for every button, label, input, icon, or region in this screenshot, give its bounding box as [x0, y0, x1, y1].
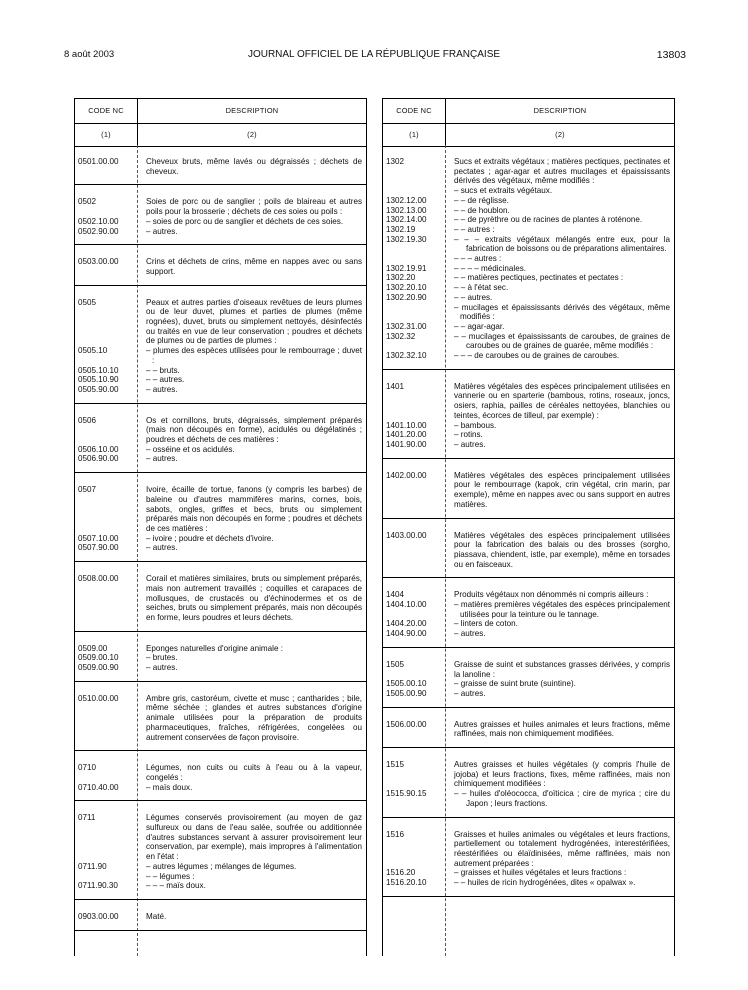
description-header: DESCRIPTION [533, 106, 587, 116]
description-cell: Autres graisses et huiles animales et leurs fractions, même raffinées, mais non chimiquement modifiées. [454, 719, 670, 739]
table-row [74, 862, 367, 872]
table-row [382, 679, 675, 689]
table-row [382, 283, 675, 293]
table-group [382, 648, 675, 708]
description-cell: – – – maïs doux. [146, 881, 206, 891]
description-cell: – bambous. [454, 420, 497, 430]
table-row [382, 157, 675, 186]
description-cell: – autres. [454, 439, 486, 449]
table-group [74, 185, 367, 245]
code-nc-cell: 1402.00.00 [386, 470, 427, 480]
description-cell: – – – autres : [454, 254, 502, 264]
description-cell: – – autres : [454, 224, 495, 234]
code-nc-cell: 1516.20 [386, 868, 416, 878]
code-nc-cell: 1505.00.90 [386, 688, 427, 698]
description-cell: Produits végétaux non dénommés ni compris ailleurs : [454, 590, 649, 600]
description-cell: Légumes, non cuits ou cuits à l'eau ou à la vapeur, congelés : [146, 763, 362, 782]
description-cell: – – à l'état sec. [454, 283, 509, 293]
description-cell: – autres légumes ; mélanges de légumes. [146, 861, 297, 871]
code-nc-cell: 0506.10.00 [78, 444, 119, 454]
table-row [382, 590, 675, 600]
code-nc-cell: 1506.00.00 [386, 719, 427, 729]
code-nc-header: CODE NC [75, 99, 138, 123]
description-cell: Ambre gris, castoréum, civette et musc ; cantharides ; bile, même séchée ; glandes et autres substances d'origine animale utilisées pour la préparation de produits pharmaceutiques, fraîches, réfrigérées, congelées ou autrement conservées de façon provisoire. [146, 693, 362, 742]
description-cell: – brutes. [146, 653, 178, 663]
table-body [74, 145, 367, 956]
description-cell: Graisse de suint et substances grasses dérivées, y compris la lanoline : [454, 659, 670, 679]
table-row [382, 760, 675, 789]
description-cell: – soies de porc ou de sanglier et déchets de ces soies. [146, 216, 344, 226]
left-table [74, 98, 367, 956]
description-cell: – autres. [146, 663, 178, 673]
table-row [74, 763, 367, 782]
table-row [74, 366, 367, 376]
description-cell: Os et cornillons, bruts, dégraissés, simplement préparés (mais non découpés en forme), acidulés ou dégélatinés ; poudres et déchets de ces matières : [146, 415, 362, 445]
table-row [382, 264, 675, 274]
table-row [382, 600, 675, 619]
table-group [74, 682, 367, 752]
code-nc-cell: 1515 [386, 760, 405, 770]
table-group [382, 708, 675, 748]
table-group [382, 519, 675, 579]
table-row [74, 694, 367, 743]
description-cell: – – de pyrèthre ou de racines de plantes à roténone. [454, 215, 643, 225]
table-row [382, 720, 675, 739]
description-cell: – autres. [146, 384, 178, 394]
table-group [382, 145, 675, 370]
table-row [74, 485, 367, 534]
code-nc-cell: 0505.90.00 [78, 384, 119, 394]
description-cell: – graisse de suint brute (suintine). [454, 679, 576, 689]
description-cell: – autres. [146, 226, 178, 236]
table-group [382, 818, 675, 897]
table-row [74, 574, 367, 623]
description-cell: Ivoire, écaille de tortue, fanons (y compris les barbes) de baleine ou d'autres mammifères marins, cornes, bois, sabots, ongles, griffes et becs, bruts ou simplement préparés mais non découpés en forme ; poudres et déchets de ces matières : [146, 485, 362, 533]
table-row [74, 644, 367, 654]
description-cell: – matières premières végétales des espèces principalement utilisées pour la teinture ou le tannage. [454, 600, 670, 619]
code-nc-header: CODE NC [383, 99, 446, 123]
table-row [382, 273, 675, 283]
table-row [382, 868, 675, 878]
code-nc-cell: 0711.90 [78, 861, 107, 871]
description-cell: – – agar-agar. [454, 321, 505, 331]
table-row [74, 881, 367, 891]
code-nc-cell: 1515.90.15 [386, 789, 427, 799]
table-row [382, 196, 675, 206]
table-row [382, 235, 675, 254]
code-nc-cell: 0507.90.00 [78, 543, 119, 553]
code-nc-cell: 0502 [78, 197, 97, 207]
code-nc-cell: 0505.10.10 [78, 365, 119, 375]
table-group [74, 751, 367, 801]
table-row [382, 351, 675, 361]
left-groups [74, 145, 367, 931]
table-row [74, 157, 367, 176]
table-group [74, 473, 367, 562]
description-cell: – – bruts. [146, 365, 180, 375]
code-nc-cell [382, 303, 444, 322]
table-row [382, 619, 675, 629]
code-nc-cell [382, 186, 444, 196]
description-cell: Corail et matières similaires, bruts ou simplement préparés, mais non autrement travaillés ; coquilles et carapaces de mollusques, de crustacés ou d'échinodermes et os de seiches, bruts ou simplement préparés, mais non découpés en forme, leurs poudres et leurs déchets. [146, 574, 362, 622]
description-cell: – ivoire ; poudre et déchets d'ivoire. [146, 533, 274, 543]
description-cell: – – légumes : [146, 871, 195, 881]
table-row [74, 663, 367, 673]
table-row [382, 440, 675, 450]
table-row [74, 454, 367, 464]
table-row [382, 303, 675, 322]
description-cell: – plumes des espèces utilisées pour le rembourrage ; duvet : [146, 346, 362, 365]
table-row [74, 257, 367, 276]
description-cell: Crins et déchets de crins, même en nappes avec ou sans support. [146, 257, 362, 276]
code-nc-cell: 0509.00 [78, 643, 108, 653]
description-cell: – graisses et huiles végétales et leurs fractions : [454, 868, 627, 878]
description-cell: – rotins. [454, 430, 483, 440]
description-cell: Légumes conservés provisoirement (au moyen de gaz sulfureux ou dans de l'eau salée, soufrée ou additionnée d'autres substances servant à assurer provisoirement leur conservation, par exemple), mais impropres à l'alimentation en l'état : [146, 813, 362, 862]
code-nc-cell: 1516 [386, 829, 405, 839]
code-nc-cell: 0507 [78, 485, 97, 495]
journal-title: JOURNAL OFFICIEL DE LA RÉPUBLIQUE FRANÇAISE [247, 49, 501, 60]
description-header: DESCRIPTION [225, 106, 279, 116]
code-nc-cell: 1403.00.00 [386, 530, 427, 540]
table-body [382, 145, 675, 956]
code-nc-cell: 1302.19 [386, 224, 416, 234]
table-row [74, 653, 367, 663]
description-cell: Eponges naturelles d'origine animale : [146, 643, 283, 653]
code-nc-cell: 0711 [78, 813, 96, 823]
code-nc-cell: 1302.20.10 [386, 283, 427, 293]
table-row [74, 534, 367, 544]
table-row [74, 217, 367, 227]
right-table [382, 98, 675, 956]
table-row [382, 430, 675, 440]
code-nc-cell: 1505.00.10 [386, 679, 427, 689]
table-row [74, 416, 367, 445]
description-cell: – autres. [146, 454, 178, 464]
table-row [382, 225, 675, 235]
code-nc-cell: 0710 [78, 763, 97, 773]
description-cell: Matières végétales des espèces principalement utilisées pour le rembourrage (kapok, crin végétal, crin marin, par exemple), même en nappes avec ou sans support en autres matières. [454, 470, 670, 509]
code-nc-cell: 0903.00.00 [78, 911, 119, 921]
table-row [382, 322, 675, 332]
table-group [382, 748, 675, 818]
table-group [74, 900, 367, 931]
table-row [74, 298, 367, 347]
code-nc-cell: 1302.20 [386, 273, 416, 283]
code-column-number: (1) [75, 124, 138, 146]
code-nc-cell: 1404.20.00 [386, 619, 427, 629]
table-row [74, 346, 367, 365]
table-row [74, 385, 367, 395]
table-row [74, 227, 367, 237]
description-cell: – sucs et extraits végétaux. [454, 186, 553, 196]
code-nc-cell: 1302.31.00 [386, 321, 427, 331]
table-row [382, 293, 675, 303]
code-nc-cell: 0510.00.00 [78, 693, 119, 703]
table-row [74, 783, 367, 793]
table-group [382, 578, 675, 648]
code-nc-cell: 0507.10.00 [78, 533, 119, 543]
table-row [382, 789, 675, 808]
description-cell: – – de houblon. [454, 205, 510, 215]
code-nc-cell: 0710.40.00 [78, 782, 119, 792]
code-nc-cell: 0509.00.10 [78, 653, 119, 663]
description-cell: – maïs doux. [146, 782, 193, 792]
code-nc-cell: 1404.10.00 [386, 600, 427, 610]
description-column-number: (2) [247, 130, 257, 140]
code-nc-cell: 1302.19.91 [386, 263, 427, 273]
description-cell: – – – de caroubes ou de graines de caroubes. [454, 351, 620, 361]
description-cell: Sucs et extraits végétaux ; matières pectiques, pectinates et pectates ; agar-agar et autres mucilages et épaississants dérivés des végétaux, même modifiés : [454, 157, 670, 186]
table-row [382, 382, 675, 421]
header-date: 8 août 2003 [64, 49, 115, 60]
code-nc-cell: 1401.90.00 [386, 439, 427, 449]
table-group [74, 245, 367, 285]
table-row [382, 471, 675, 510]
code-nc-cell: 1404 [386, 590, 405, 600]
code-nc-cell: 0503.00.00 [78, 257, 119, 267]
code-nc-cell: 1302.32.10 [386, 351, 427, 361]
table-row [382, 215, 675, 225]
code-nc-cell: 1505 [386, 659, 405, 669]
code-nc-cell: 1401.10.00 [386, 420, 427, 430]
description-cell: – autres. [454, 688, 486, 698]
table-row [74, 912, 367, 922]
code-nc-cell: 1302.12.00 [386, 195, 427, 205]
table-row [74, 445, 367, 455]
description-column-number: (2) [555, 130, 565, 140]
code-nc-cell: 1302 [386, 157, 405, 166]
description-cell: Autres graisses et huiles végétales (y compris l'huile de jojoba) et leurs fractions, fixes, même raffinées, mais non chimiquement modifiées : [454, 760, 670, 789]
table-row [382, 830, 675, 869]
description-cell: – osséine et os acidulés. [146, 444, 235, 454]
code-nc-cell: 1401 [386, 381, 405, 391]
code-nc-cell: 1302.19.30 [386, 234, 427, 244]
table-row [74, 872, 367, 882]
table-header [74, 98, 367, 147]
description-cell: – autres. [454, 629, 486, 639]
code-nc-cell: 1302.14.00 [386, 215, 427, 225]
table-row [382, 332, 675, 351]
table-row [74, 197, 367, 216]
description-cell: – – autres. [454, 292, 493, 302]
table-group [74, 632, 367, 682]
code-nc-cell: 0501.00.00 [78, 157, 119, 166]
code-nc-cell: 1302.13.00 [386, 205, 427, 215]
code-nc-cell: 0502.10.00 [78, 216, 119, 226]
description-cell: – mucilages et épaississants dérivés des végétaux, même modifiés : [454, 302, 670, 322]
code-nc-cell [382, 254, 444, 264]
table-group [382, 459, 675, 519]
description-cell: – – matières pectiques, pectinates et pectates : [454, 273, 624, 283]
table-group [74, 562, 367, 632]
description-cell: Matières végétales des espèces principalement utilisées pour la fabrication des balais ou des brosses (sorgho, piassava, chiendent, istle, par exemple), même en torsades ou en faisceaux. [454, 530, 670, 569]
code-nc-cell: 1516.20.10 [386, 878, 427, 888]
code-nc-cell: 0506.90.00 [78, 454, 119, 464]
table-group [74, 286, 367, 404]
description-cell: – autres. [146, 543, 178, 553]
code-nc-cell: 0506 [78, 415, 97, 425]
right-groups [382, 145, 675, 897]
code-nc-cell: 1404.90.00 [386, 629, 427, 639]
table-row [382, 689, 675, 699]
page-number: 13803 [656, 49, 686, 61]
table-row [382, 206, 675, 216]
table-header [382, 98, 675, 147]
code-nc-cell: 0505 [78, 297, 97, 307]
table-row [74, 375, 367, 385]
code-nc-cell: 0505.10 [78, 346, 108, 356]
code-nc-cell: 1302.32 [386, 331, 416, 341]
description-cell: – linters de coton. [454, 619, 518, 629]
code-nc-cell: 0509.00.90 [78, 663, 119, 673]
table-group [74, 801, 367, 900]
table-row [382, 186, 675, 196]
description-cell: Maté. [146, 911, 167, 921]
description-cell: – – mucilages et épaississants de caroubes, de graines de caroubes ou de graines de guarée, même modifiés : [454, 331, 670, 351]
description-cell: – – de réglisse. [454, 195, 509, 205]
description-cell: Matières végétales des espèces principalement utilisées en vannerie ou en sparterie (bambous, rotins, roseaux, joncs, osiers, raphia, pailles de céréales nettoyées, blanchies ou teintes, écorces de tilleul, par exemple) : [454, 381, 670, 420]
table-row [382, 421, 675, 431]
description-cell: – – – – médicinales. [454, 263, 526, 273]
table-row [382, 878, 675, 888]
code-nc-cell: 1302.20.90 [386, 292, 427, 302]
description-cell: – – huiles d'oléococca, d'oïticica ; cire de myrica ; cire du Japon ; leurs fractions. [454, 789, 670, 808]
description-cell: Cheveux bruts, même lavés ou dégraissés ; déchets de cheveux. [146, 157, 362, 176]
code-nc-cell: 0508.00.00 [78, 574, 119, 584]
table-row [74, 813, 367, 862]
description-cell: Graisses et huiles animales ou végétales et leurs fractions, partiellement ou totalement hydrogénées, interestérifiées, réestérifiées ou élaïdinisées, même raffinées, mais non autrement préparées : [454, 829, 670, 868]
table-row [382, 660, 675, 679]
table-row [382, 531, 675, 570]
table-group [74, 404, 367, 474]
description-cell: Soies de porc ou de sanglier ; poils de blaireau et autres poils pour la brosserie ; déchets de ces soies ou poils : [146, 197, 362, 217]
table-row [74, 543, 367, 553]
code-nc-cell: 0711.90.30 [78, 881, 118, 891]
table-group [382, 370, 675, 459]
code-column-number: (1) [383, 124, 446, 146]
table-group [74, 145, 367, 185]
code-nc-cell: 0502.90.00 [78, 226, 119, 236]
description-cell: – – huiles de ricin hydrogénées, dites « opalwax ». [454, 878, 636, 888]
table-row [382, 629, 675, 639]
code-nc-cell [74, 872, 136, 882]
code-nc-cell: 1401.20.00 [386, 430, 427, 440]
table-row [382, 254, 675, 264]
description-cell: – – – extraits végétaux mélangés entre eux, pour la fabrication de boissons ou de préparations alimentaires. [454, 234, 670, 254]
code-nc-cell: 0505.10.90 [78, 375, 119, 385]
description-cell: – – autres. [146, 375, 185, 385]
description-cell: Peaux et autres parties d'oiseaux revêtues de leurs plumes ou de leur duvet, plumes et parties de plumes (même rognées), duvet, bruts ou simplement nettoyés, désinfectés ou traités en vue de leur conservation ; poudres et déchets de plumes ou de parties de plumes : [146, 297, 362, 346]
